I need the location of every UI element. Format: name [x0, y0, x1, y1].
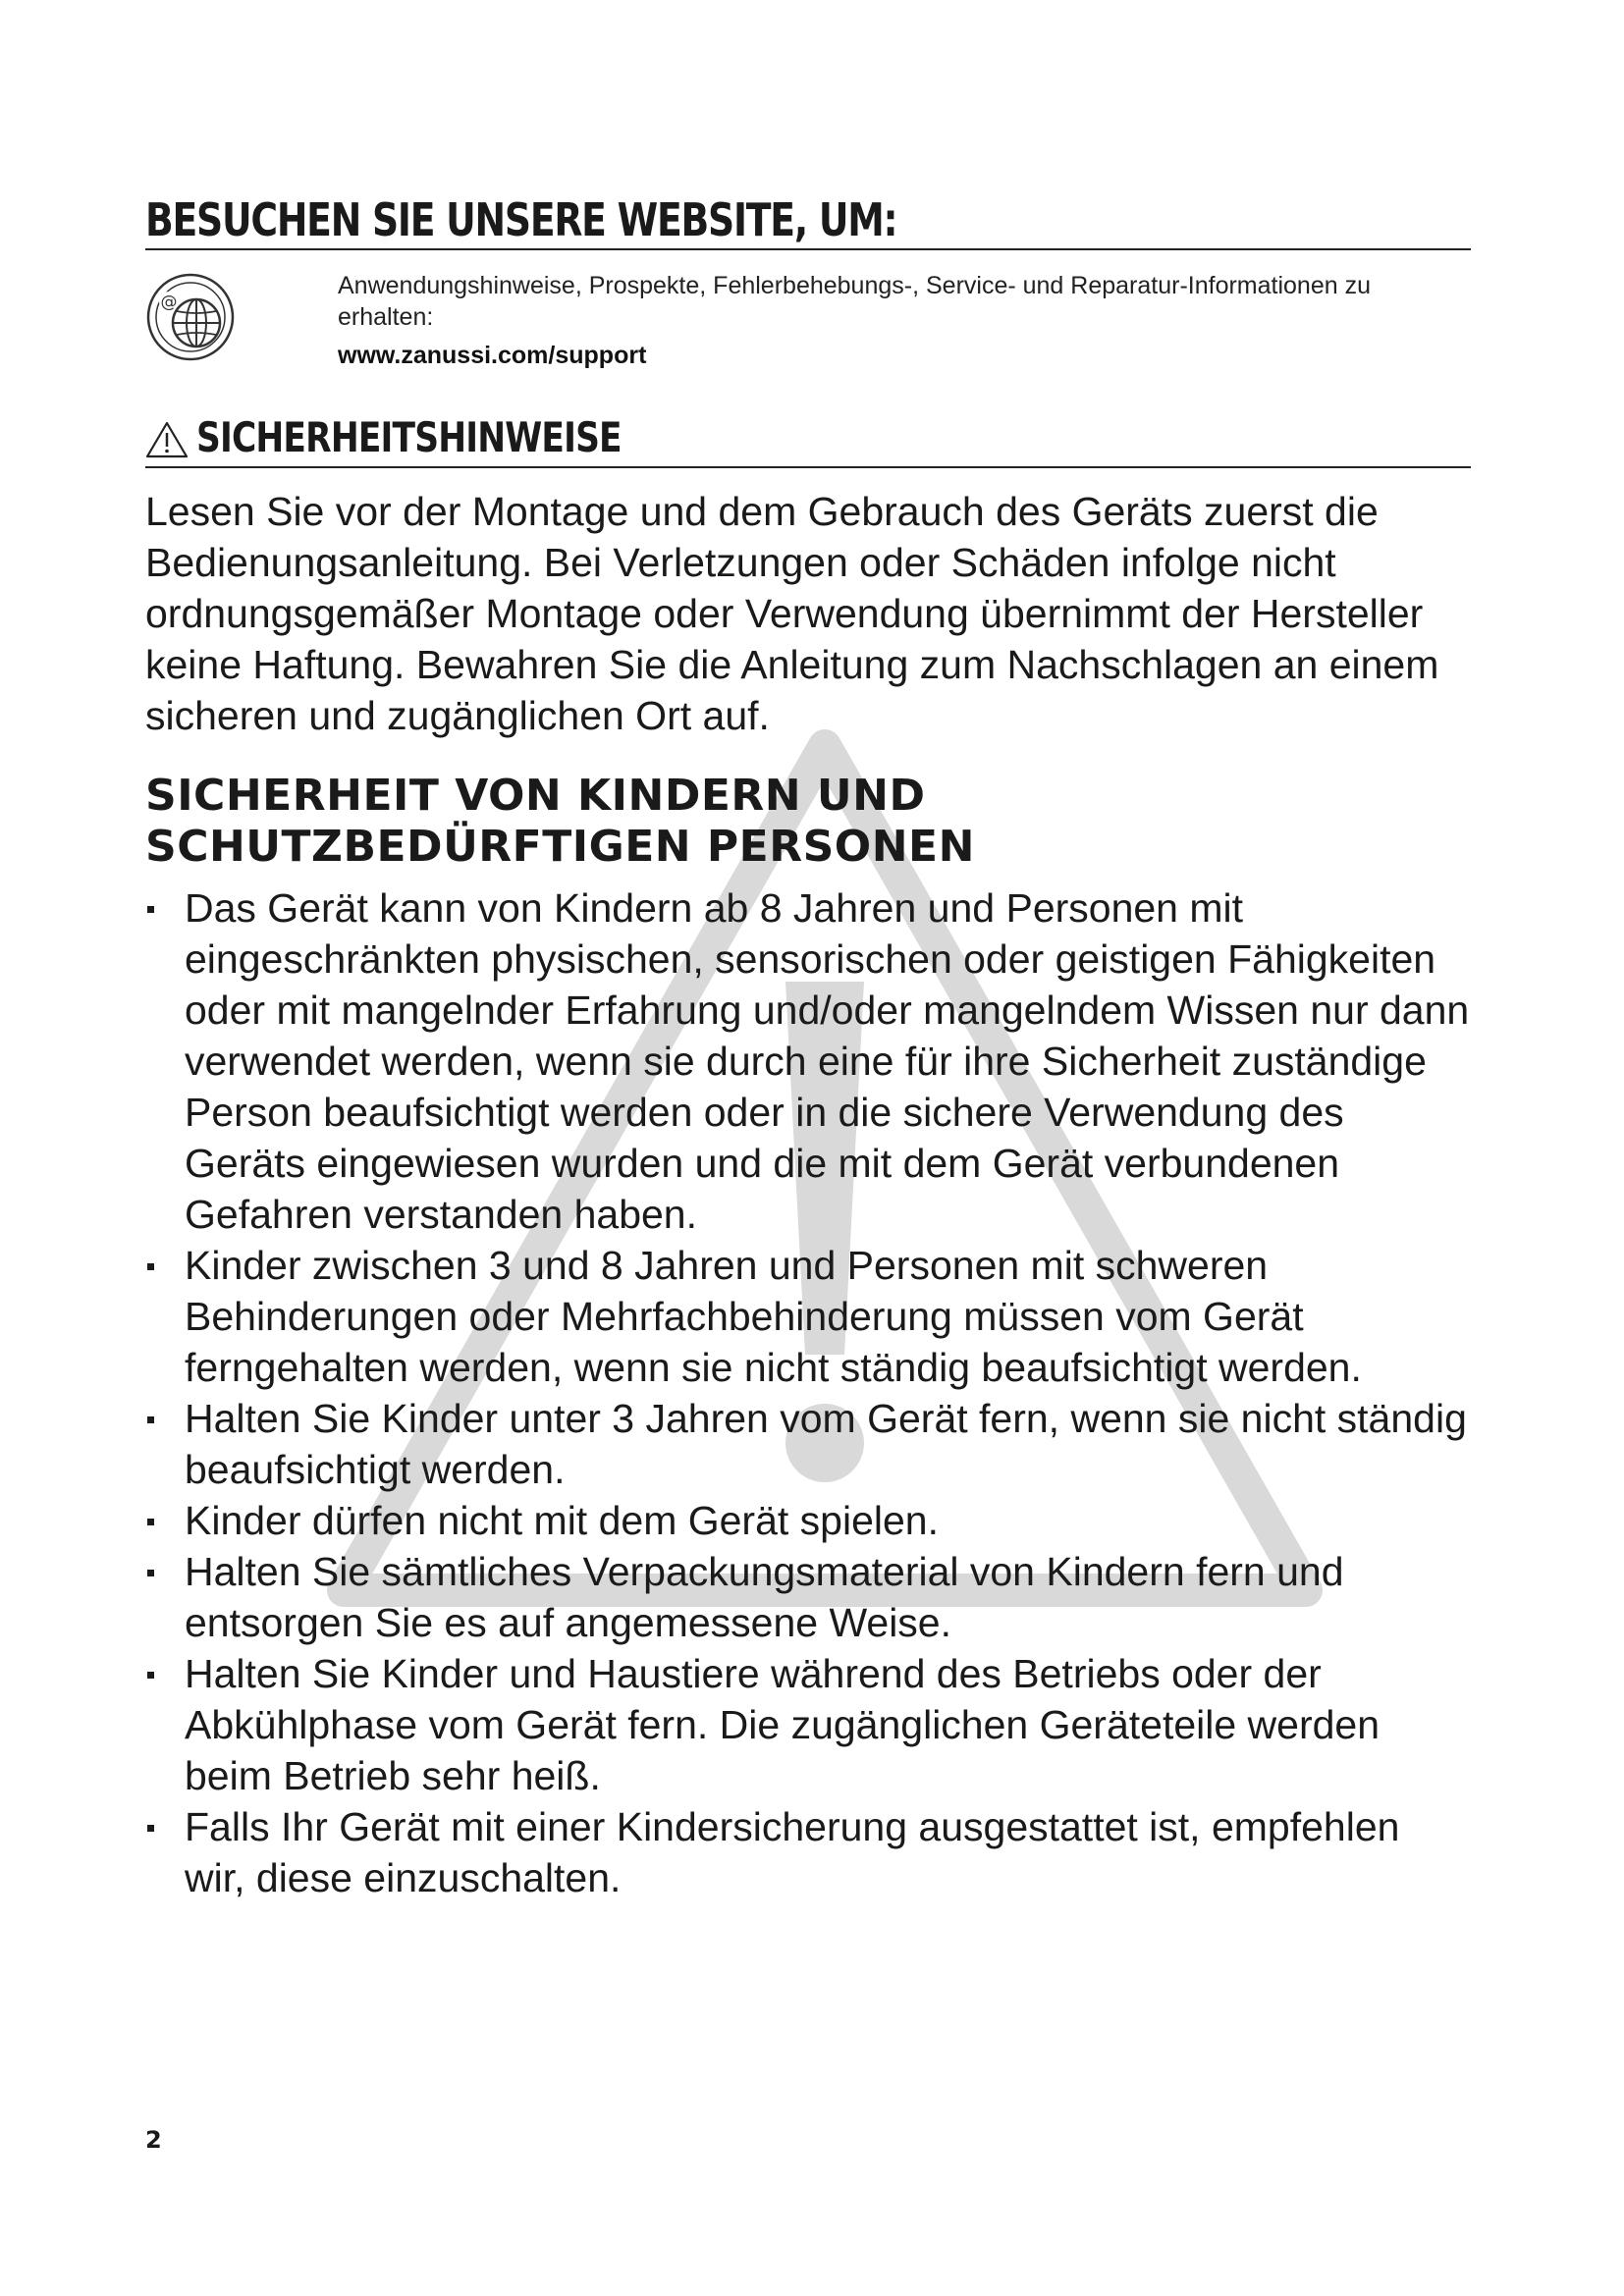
safety-rule — [145, 466, 1471, 468]
list-item: Halten Sie sämtliches Verpackungsmaterial von Kindern fern und entsorgen Sie es auf angemessene Weise. — [145, 1546, 1471, 1648]
support-text — [338, 270, 1467, 372]
children-heading-line2: SCHUTZBEDÜRFTIGEN PERSONEN — [145, 822, 975, 872]
bullet-icon — [147, 1416, 154, 1423]
safety-intro: Lesen Sie vor der Montage und dem Gebrauch des Geräts zuerst die Bedienungsanleitung. Bei Verletzungen oder Schäden infolge nicht ordnungsgemäßer Montage oder Verwendung übernimmt der Hersteller keine Haftung. Bewahren Sie die Anleitung zum Nachschlagen an einem sicheren und zugänglichen Ort auf. — [145, 489, 1439, 738]
svg-text:@: @ — [160, 293, 178, 312]
list-item: Halten Sie Kinder unter 3 Jahren vom Gerät fern, wenn sie nicht ständig beaufsichtigt werden. — [145, 1393, 1471, 1495]
children-safety-list — [145, 882, 1471, 1903]
list-item: Kinder zwischen 3 und 8 Jahren und Personen mit schweren Behinderungen oder Mehrfachbehinderung müssen vom Gerät ferngehalten werden, wenn sie nicht ständig beaufsichtigt werden. — [145, 1240, 1471, 1393]
bullet-icon — [147, 1263, 154, 1270]
page-number: 2 — [145, 2126, 162, 2154]
safety-heading — [145, 409, 1471, 466]
children-heading-line1: SICHERHEIT VON KINDERN UND — [145, 771, 926, 821]
globe-at-icon — [145, 272, 236, 362]
bullet-icon — [147, 1519, 154, 1525]
list-item: Kinder dürfen nicht mit dem Gerät spielen. — [145, 1495, 1471, 1546]
heading-rule — [145, 248, 1471, 250]
warning-triangle-icon — [145, 421, 189, 458]
support-url-link[interactable]: www.zanussi.com/support — [338, 342, 647, 369]
bullet-icon — [147, 1570, 154, 1576]
list-item: Falls Ihr Gerät mit einer Kindersicherung ausgestattet ist, empfehlen wir, diese einzuschalten. — [145, 1801, 1471, 1903]
bullet-icon — [147, 906, 154, 913]
bullet-icon — [147, 1825, 154, 1832]
children-safety-heading — [145, 771, 1471, 873]
bullet-icon — [147, 1672, 154, 1679]
support-info — [145, 270, 1471, 407]
page-content — [145, 191, 1471, 1903]
support-description: Anwendungshinweise, Prospekte, Fehlerbehebungs-, Service- und Reparatur-Informationen zu erhalten: — [338, 272, 1371, 331]
list-item: Halten Sie Kinder und Haustiere während des Betriebs oder der Abkühlphase vom Gerät fern. Die zugänglichen Geräteteile werden beim Betrieb sehr heiß. — [145, 1648, 1471, 1801]
safety-title: SICHERHEITSHINWEISE — [196, 413, 622, 461]
website-heading: BESUCHEN SIE UNSERE WEBSITE, UM: — [145, 193, 897, 246]
list-item: Das Gerät kann von Kindern ab 8 Jahren und Personen mit eingeschränkten physischen, sensorischen oder geistigen Fähigkeiten oder mit mangelnder Erfahrung und/oder mangelndem Wissen nur dann verwendet werden, wenn sie durch eine für ihre Sicherheit zuständige Person beaufsichtigt werden oder in die sichere Verwendung des Geräts eingewiesen wurden und die mit dem Gerät verbundenen Gefahren verstanden haben. — [145, 882, 1471, 1240]
